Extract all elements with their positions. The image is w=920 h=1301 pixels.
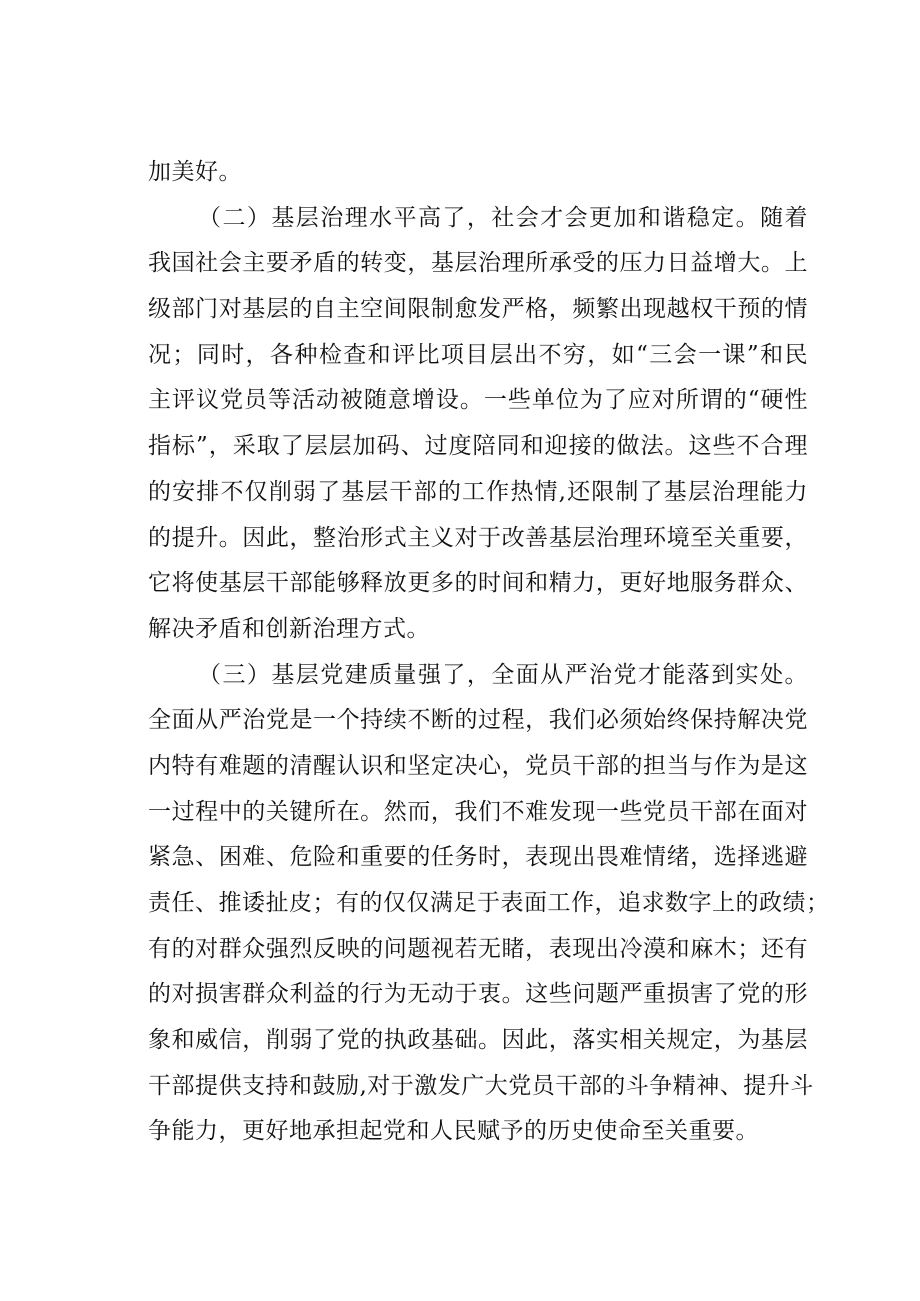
text-line: 指标”，采取了层层加码、过度陪同和迎接的做法。这些不合理	[148, 433, 808, 460]
text-line: 干部提供支持和鼓励,对于激发广大党员干部的斗争精神、提升斗	[148, 1072, 814, 1099]
text-line: 的对损害群众利益的行为无动于衷。这些问题严重损害了党的形	[148, 981, 808, 1008]
text-line: 的提升。因此，整治形式主义对于改善基层治理环境至关重要，	[148, 524, 808, 551]
text-line: 象和威信，削弱了党的执政基础。因此，落实相关规定，为基层	[148, 1027, 808, 1054]
text-line: 一过程中的关键所在。然而，我们不难发现一些党员干部在面对	[148, 798, 808, 825]
text-line: 有的对群众强烈反映的问题视若无睹，表现出冷漠和麻木；还有	[148, 935, 808, 962]
text-line: 主评议党员等活动被随意增设。一些单位为了应对所谓的“硬性	[148, 387, 808, 414]
text-line: 全面从严治党是一个持续不断的过程，我们必须始终保持解决党	[148, 707, 808, 734]
text-line: 加美好。	[148, 159, 242, 185]
paragraph-section-three	[148, 653, 830, 1156]
text-line: 责任、推诿扯皮；有的仅仅满足于表面工作，追求数字上的政绩；	[148, 890, 830, 916]
text-line: 它将使基层干部能够释放更多的时间和精力，更好地服务群众、	[148, 570, 808, 597]
paragraph-section-two	[148, 196, 808, 653]
text-line: 解决矛盾和创新治理方式。	[148, 615, 430, 642]
body-text	[148, 150, 830, 1155]
text-line: 的安排不仅削弱了基层干部的工作热情,还限制了基层治理能力	[148, 478, 808, 505]
paragraph-continuation	[148, 150, 808, 196]
text-line: 内特有难题的清醒认识和坚定决心，党员干部的担当与作为是这	[148, 752, 808, 779]
section-heading-line: （三）基层党建质量强了，全面从严治党才能落到实处。	[198, 661, 808, 688]
text-line: 我国社会主要矛盾的转变，基层治理所承受的压力日益增大。上	[148, 250, 808, 277]
text-line: 级部门对基层的自主空间限制愈发严格，频繁出现越权干预的情	[148, 296, 808, 323]
text-line: 紧急、困难、危险和重要的任务时，表现出畏难情绪，选择逃避	[148, 844, 808, 871]
section-heading-line: （二）基层治理水平高了，社会才会更加和谐稳定。随着	[198, 204, 808, 231]
text-line: 况；同时，各种检查和评比项目层出不穷，如“三会一课”和民	[148, 341, 808, 368]
text-line: 争能力，更好地承担起党和人民赋予的历史使命至关重要。	[148, 1118, 759, 1145]
